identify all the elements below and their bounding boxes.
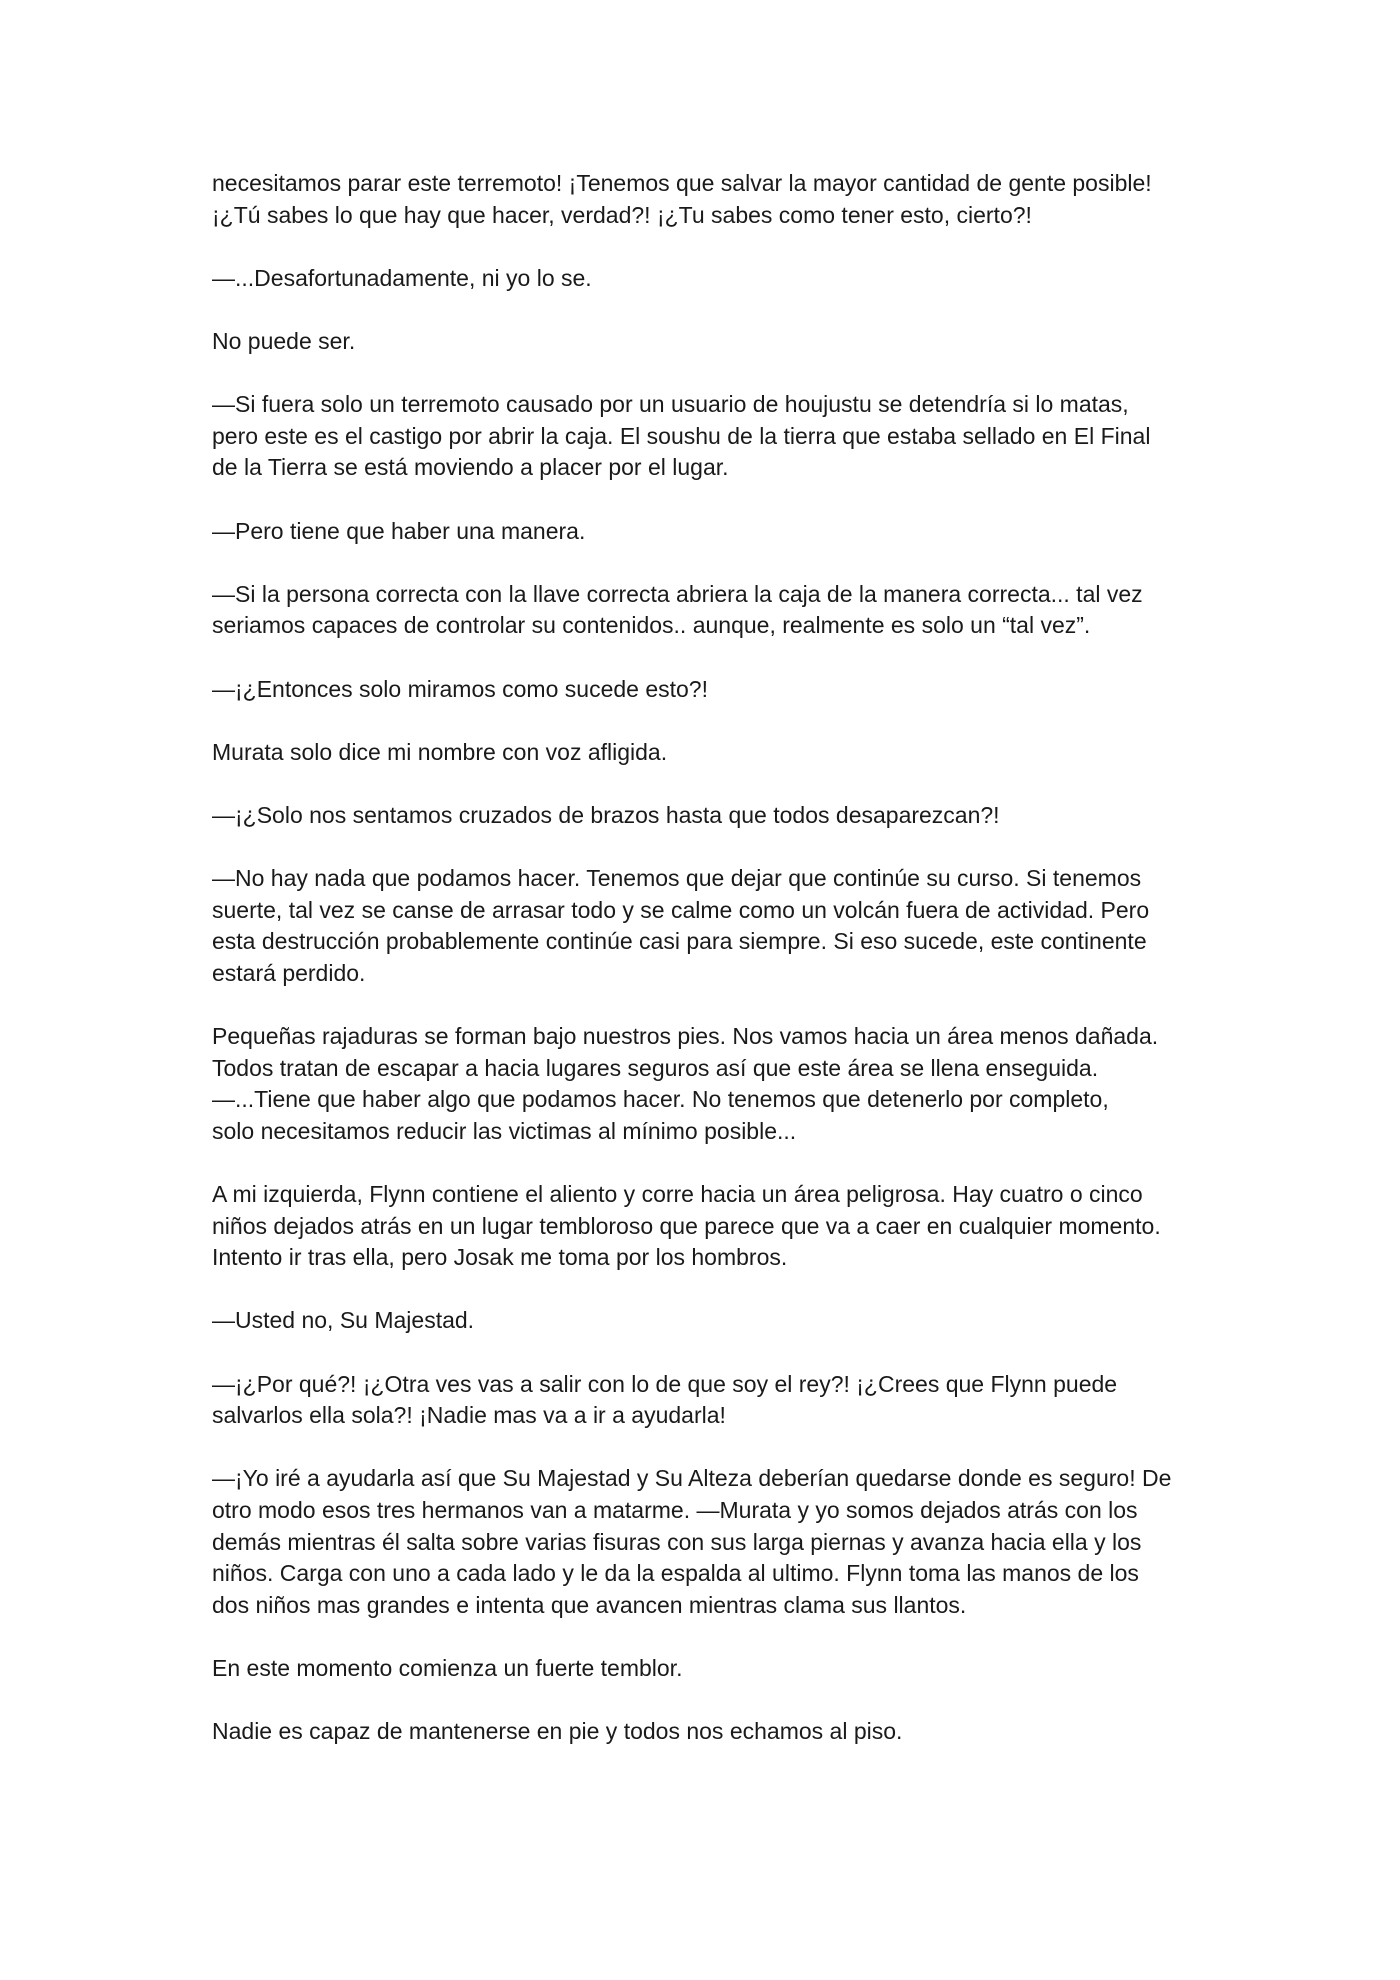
paragraph: No puede ser. [212,327,356,354]
paragraph: —Si fuera solo un terremoto causado por un usuario de houjustu se detendría si lo matas, pero este es el castigo por abrir la caja. El soushu de la tierra que estaba sellado en El Final de la Tierra se está moviendo a placer por el lugar. [212,391,1151,481]
paragraph: Murata solo dice mi nombre con voz afligida. [212,738,668,765]
paragraph: —Usted no, Su Majestad. [212,1307,475,1334]
paragraph: necesitamos parar este terremoto! ¡Tenemos que salvar la mayor cantidad de gente posible! ¡¿Tú sabes lo que hay que hacer, verdad?! ¡¿Tu sabes como tener esto, cierto?! [212,170,1152,228]
paragraph: —¡¿Entonces solo miramos como sucede esto?! [212,675,708,702]
paragraph: —No hay nada que podamos hacer. Tenemos que dejar que continúe su curso. Si tenemos suerte, tal vez se canse de arrasar todo y se calme como un volcán fuera de actividad. Pero esta destrucción probablemente continúe casi para siempre. Si eso sucede, este continente estará perdido. [212,865,1150,986]
paragraph: Nadie es capaz de mantenerse en pie y todos nos echamos al piso. [212,1718,903,1745]
paragraph: —¡Yo iré a ayudarla así que Su Majestad y Su Alteza deberían quedarse donde es seguro! De otro modo esos tres hermanos van a matarme. —Murata y yo somos dejados atrás con los demás mientras él salta sobre varias fisuras con sus larga piernas y avanza hacia ella y los niños. Carga con uno a cada lado y le da la espalda al ultimo. Flynn toma las manos de los dos niños mas grandes e intenta que avancen mientras clama sus llantos. [212,1465,1172,1618]
paragraph: —Si la persona correcta con la llave correcta abriera la caja de la manera correcta... tal vez seriamos capaces de controlar su contenidos.. aunque, realmente es solo un “tal vez”. [212,580,1143,639]
document-body [212,168,1202,1779]
paragraph: Pequeñas rajaduras se forman bajo nuestros pies. Nos vamos hacia un área menos dañada. Todos tratan de escapar a hacia lugares seguros así que este área se llena enseguida. [212,1023,1159,1081]
paragraph: —¡¿Por qué?! ¡¿Otra ves vas a salir con lo de que soy el rey?! ¡¿Crees que Flynn puede salvarlos ella sola?! ¡Nadie mas va a ir a ayudarla! [212,1370,1118,1429]
paragraph: A mi izquierda, Flynn contiene el aliento y corre hacia un área peligrosa. Hay cuatro o cinco niños dejados atrás en un lugar tembloroso que parece que va a caer en cualquier momento. Intento ir tras ella, pero Josak me toma por los hombros. [212,1181,1161,1271]
paragraph: —...Tiene que haber algo que podamos hacer. No tenemos que detenerlo por completo, solo necesitamos reducir las victimas al mínimo posible... [212,1086,1109,1144]
paragraph: —¡¿Solo nos sentamos cruzados de brazos hasta que todos desaparezcan?! [212,801,1000,828]
paragraph: —...Desafortunadamente, ni yo lo se. [212,264,592,291]
paragraph: —Pero tiene que haber una manera. [212,517,586,544]
paragraph: En este momento comienza un fuerte temblor. [212,1654,683,1681]
